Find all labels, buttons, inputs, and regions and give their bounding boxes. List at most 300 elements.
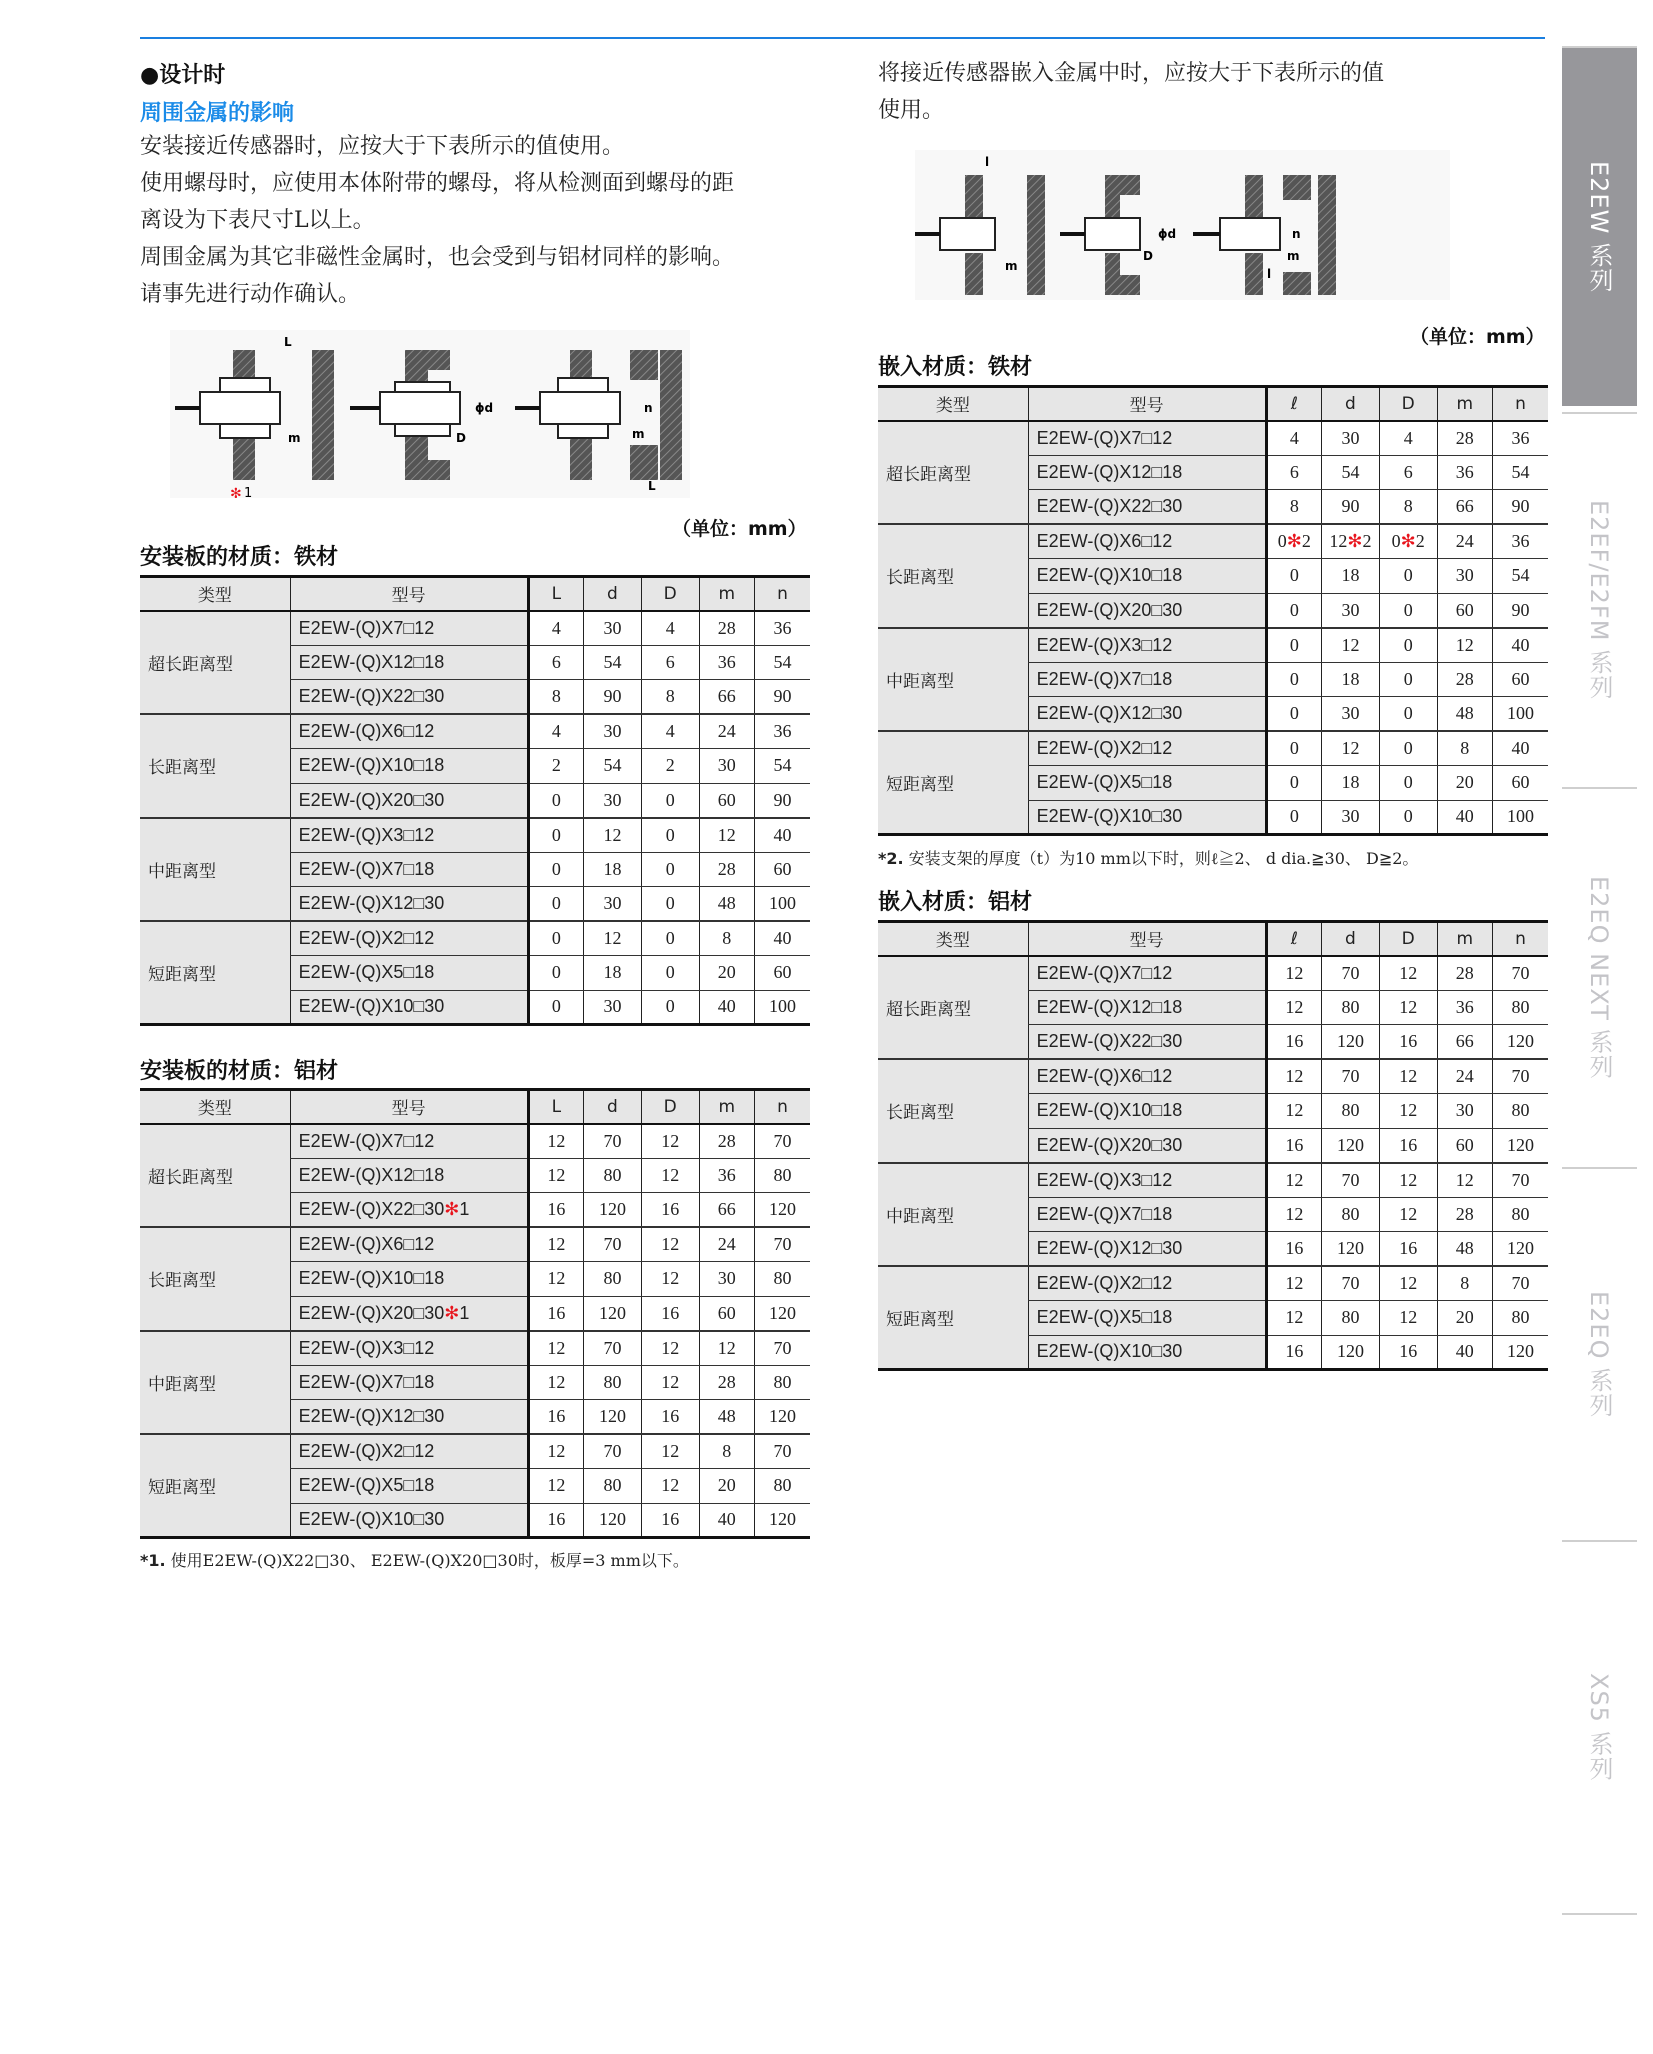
table-row <box>140 1124 810 1159</box>
value-cell: 60 <box>699 1296 754 1331</box>
value-cell: 80 <box>755 1158 811 1193</box>
footnote-1-text: 使用E2EW-(Q)X22□30、 E2EW-(Q)X20□30时，板厚=3 mm以下。 <box>170 1551 689 1570</box>
type-cell: 长距离型 <box>878 524 1028 628</box>
value-cell: 0 <box>1266 731 1321 766</box>
value-cell: 0✻2 <box>1379 524 1437 559</box>
model-cell: E2EW-(Q)X20□30✻1 <box>290 1296 528 1331</box>
left-paragraph-3: 离设为下表尺寸L以上。 <box>140 208 375 233</box>
footnote-asterisk-icon: ✻ <box>1400 531 1416 551</box>
value-cell: 6 <box>641 645 699 680</box>
column-header: ℓ <box>1266 387 1321 421</box>
sidebar-tab-xs5[interactable] <box>1562 1540 1637 1915</box>
value-cell: 12✻2 <box>1322 524 1380 559</box>
value-cell: 12 <box>1266 1301 1321 1336</box>
value-cell: 20 <box>1437 766 1492 801</box>
value-cell: 12 <box>584 921 642 956</box>
value-cell: 48 <box>1437 697 1492 732</box>
column-header: 型号 <box>1028 922 1266 956</box>
value-cell: 20 <box>699 1469 754 1504</box>
column-header: L <box>528 1090 583 1124</box>
value-cell: 80 <box>755 1469 811 1504</box>
value-cell: 100 <box>755 990 811 1025</box>
table-title-embed-iron: 嵌入材质：铁材 <box>878 355 1033 380</box>
value-cell: 36 <box>1437 455 1492 490</box>
value-cell: 0 <box>1379 559 1437 594</box>
value-cell: 30 <box>1322 697 1380 732</box>
model-cell: E2EW-(Q)X12□30 <box>1028 697 1266 732</box>
value-cell: 30 <box>584 783 642 818</box>
value-cell: 12 <box>1437 628 1492 663</box>
model-cell: E2EW-(Q)X5□18 <box>290 1469 528 1504</box>
value-cell: 16 <box>1379 1128 1437 1163</box>
value-cell: 120 <box>584 1400 642 1435</box>
value-cell: 4 <box>641 714 699 749</box>
type-cell: 中距离型 <box>878 628 1028 732</box>
column-header: 型号 <box>290 577 528 611</box>
column-header: 类型 <box>878 922 1028 956</box>
type-cell: 短距离型 <box>878 731 1028 835</box>
svg-text:✻: ✻ <box>230 486 242 498</box>
value-cell: 18 <box>584 852 642 887</box>
value-cell: 30 <box>1322 421 1380 456</box>
table-title-mount-alu: 安装板的材质：铝材 <box>140 1059 339 1084</box>
value-cell: 70 <box>1493 1266 1549 1301</box>
model-cell: E2EW-(Q)X20□30 <box>290 783 528 818</box>
value-cell: 4 <box>641 611 699 646</box>
model-cell: E2EW-(Q)X10□30 <box>290 990 528 1025</box>
model-cell: E2EW-(Q)X22□30 <box>290 680 528 715</box>
model-cell: E2EW-(Q)X5□18 <box>1028 1301 1266 1336</box>
value-cell: 48 <box>1437 1232 1492 1267</box>
model-cell: E2EW-(Q)X12□30 <box>1028 1232 1266 1267</box>
value-cell: 12 <box>528 1365 583 1400</box>
column-header: 型号 <box>290 1090 528 1124</box>
value-cell: 16 <box>528 1193 583 1228</box>
value-cell: 0 <box>1266 628 1321 663</box>
value-cell: 0 <box>528 852 583 887</box>
value-cell: 80 <box>584 1469 642 1504</box>
type-cell: 超长距离型 <box>140 1124 290 1228</box>
value-cell: 30 <box>584 887 642 922</box>
value-cell: 80 <box>1493 1197 1549 1232</box>
value-cell: 80 <box>584 1262 642 1297</box>
value-cell: 28 <box>1437 956 1492 991</box>
value-cell: 40 <box>699 1503 754 1538</box>
model-cell: E2EW-(Q)X12□30 <box>290 887 528 922</box>
value-cell: 0 <box>641 783 699 818</box>
value-cell: 36 <box>699 1158 754 1193</box>
table-row <box>878 421 1548 456</box>
value-cell: 120 <box>584 1503 642 1538</box>
value-cell: 80 <box>1493 990 1549 1025</box>
footnote-2-text: 安装支架的厚度（t）为10 mm以下时，则ℓ≧2、 d dia.≧30、 D≧2。 <box>908 849 1419 868</box>
model-cell: E2EW-(Q)X10□18 <box>290 1262 528 1297</box>
value-cell: 54 <box>1493 559 1549 594</box>
value-cell: 100 <box>1493 697 1549 732</box>
sidebar-tab-e2eq[interactable] <box>1562 1167 1637 1540</box>
footnote-asterisk-icon: ✻ <box>444 1199 460 1219</box>
svg-text:ϕd: ϕd <box>1158 227 1177 241</box>
table-row <box>878 524 1548 559</box>
svg-text:D: D <box>456 431 466 445</box>
value-cell: 120 <box>1322 1128 1380 1163</box>
value-cell: 120 <box>1493 1025 1549 1060</box>
value-cell: 12 <box>1379 1163 1437 1198</box>
mounting-diagram-svg <box>170 330 690 498</box>
table-header-row <box>878 922 1548 956</box>
value-cell: 40 <box>1493 628 1549 663</box>
value-cell: 0 <box>1266 662 1321 697</box>
type-cell: 中距离型 <box>140 818 290 922</box>
table-row <box>878 731 1548 766</box>
sidebar-tab-label: E2EQ 系列 <box>1585 1290 1613 1419</box>
value-cell: 0 <box>1266 559 1321 594</box>
left-paragraph-5: 请事先进行动作确认。 <box>140 282 361 307</box>
value-cell: 80 <box>1493 1094 1549 1129</box>
value-cell: 36 <box>1437 990 1492 1025</box>
model-cell: E2EW-(Q)X10□18 <box>1028 1094 1266 1129</box>
value-cell: 4 <box>528 611 583 646</box>
value-cell: 80 <box>755 1262 811 1297</box>
value-cell: 48 <box>699 887 754 922</box>
value-cell: 12 <box>1379 1266 1437 1301</box>
value-cell: 0 <box>641 956 699 991</box>
value-cell: 12 <box>1379 990 1437 1025</box>
model-cell: E2EW-(Q)X3□12 <box>290 818 528 853</box>
value-cell: 12 <box>528 1124 583 1159</box>
unit-label-left: （单位：mm） <box>672 518 807 540</box>
mounting-diagram-left <box>170 330 690 498</box>
table-row <box>878 956 1548 991</box>
value-cell: 8 <box>1379 490 1437 525</box>
column-header: m <box>699 577 754 611</box>
value-cell: 12 <box>1379 1094 1437 1129</box>
left-paragraph-4: 周围金属为其它非磁性金属时，也会受到与铝材同样的影响。 <box>140 245 735 270</box>
value-cell: 60 <box>755 956 811 991</box>
value-cell: 28 <box>1437 421 1492 456</box>
value-cell: 80 <box>1322 990 1380 1025</box>
value-cell: 54 <box>1322 455 1380 490</box>
value-cell: 0 <box>528 990 583 1025</box>
footnote-asterisk-icon: ✻ <box>1286 531 1302 551</box>
value-cell: 60 <box>755 852 811 887</box>
type-cell: 超长距离型 <box>878 956 1028 1060</box>
value-cell: 0✻2 <box>1266 524 1321 559</box>
model-cell: E2EW-(Q)X12□30 <box>290 1400 528 1435</box>
table-row <box>140 1434 810 1469</box>
svg-text:D: D <box>1143 249 1153 263</box>
value-cell: 70 <box>1322 1163 1380 1198</box>
value-cell: 8 <box>1437 731 1492 766</box>
table-row <box>140 611 810 646</box>
table-header-row <box>140 577 810 611</box>
value-cell: 18 <box>1322 559 1380 594</box>
model-cell: E2EW-(Q)X7□12 <box>290 611 528 646</box>
svg-text:l: l <box>1267 267 1272 281</box>
type-cell: 短距离型 <box>140 1434 290 1538</box>
value-cell: 12 <box>641 1262 699 1297</box>
model-cell: E2EW-(Q)X22□30✻1 <box>290 1193 528 1228</box>
column-header: L <box>528 577 583 611</box>
value-cell: 70 <box>1322 1059 1380 1094</box>
value-cell: 0 <box>528 887 583 922</box>
column-header: 类型 <box>140 1090 290 1124</box>
value-cell: 40 <box>1437 800 1492 835</box>
value-cell: 60 <box>1437 593 1492 628</box>
column-header: 类型 <box>878 387 1028 421</box>
model-cell: E2EW-(Q)X2□12 <box>290 921 528 956</box>
model-cell: E2EW-(Q)X10□30 <box>290 1503 528 1538</box>
column-header: m <box>1437 922 1492 956</box>
model-cell: E2EW-(Q)X22□30 <box>1028 1025 1266 1060</box>
value-cell: 120 <box>755 1296 811 1331</box>
table-row <box>878 1163 1548 1198</box>
value-cell: 8 <box>699 1434 754 1469</box>
value-cell: 2 <box>528 749 583 784</box>
section-title: ●设计时 <box>140 63 226 88</box>
value-cell: 8 <box>699 921 754 956</box>
table-title-embed-alu: 嵌入材质：铝材 <box>878 890 1033 915</box>
value-cell: 54 <box>584 749 642 784</box>
value-cell: 24 <box>1437 524 1492 559</box>
footnote-2 <box>878 846 1418 869</box>
value-cell: 36 <box>699 645 754 680</box>
value-cell: 80 <box>1493 1301 1549 1336</box>
svg-text:m: m <box>1287 249 1300 263</box>
value-cell: 12 <box>1266 1266 1321 1301</box>
value-cell: 90 <box>755 680 811 715</box>
value-cell: 40 <box>755 921 811 956</box>
value-cell: 0 <box>1379 766 1437 801</box>
value-cell: 4 <box>528 714 583 749</box>
value-cell: 40 <box>1437 1335 1492 1370</box>
value-cell: 16 <box>641 1193 699 1228</box>
value-cell: 28 <box>699 1124 754 1159</box>
value-cell: 20 <box>1437 1301 1492 1336</box>
value-cell: 12 <box>641 1434 699 1469</box>
value-cell: 12 <box>1266 1197 1321 1232</box>
value-cell: 6 <box>1379 455 1437 490</box>
svg-text:L: L <box>284 335 292 349</box>
value-cell: 12 <box>1266 1094 1321 1129</box>
value-cell: 80 <box>1322 1301 1380 1336</box>
value-cell: 70 <box>1322 956 1380 991</box>
value-cell: 16 <box>1266 1335 1321 1370</box>
value-cell: 0 <box>641 990 699 1025</box>
model-cell: E2EW-(Q)X7□18 <box>290 1365 528 1400</box>
type-cell: 中距离型 <box>140 1331 290 1435</box>
value-cell: 36 <box>1493 524 1549 559</box>
sidebar-tab-label: XS5 系列 <box>1585 1673 1613 1782</box>
left-paragraph-2: 使用螺母时，应使用本体附带的螺母，将从检测面到螺母的距 <box>140 171 735 196</box>
model-cell: E2EW-(Q)X3□12 <box>1028 1163 1266 1198</box>
table-title-mount-iron: 安装板的材质：铁材 <box>140 545 339 570</box>
value-cell: 16 <box>1379 1232 1437 1267</box>
model-cell: E2EW-(Q)X2□12 <box>1028 731 1266 766</box>
value-cell: 12 <box>1379 1197 1437 1232</box>
table-mount-alu <box>140 1088 810 1539</box>
model-cell: E2EW-(Q)X3□12 <box>1028 628 1266 663</box>
value-cell: 80 <box>584 1158 642 1193</box>
svg-text:m: m <box>1005 259 1018 273</box>
type-cell: 短距离型 <box>140 921 290 1025</box>
svg-text:m: m <box>288 431 301 445</box>
value-cell: 120 <box>584 1193 642 1228</box>
value-cell: 12 <box>1379 956 1437 991</box>
column-header: n <box>1493 922 1549 956</box>
footnote-1 <box>140 1548 689 1571</box>
footnote-asterisk-icon: ✻ <box>1347 531 1363 551</box>
value-cell: 0 <box>528 783 583 818</box>
model-cell: E2EW-(Q)X10□18 <box>1028 559 1266 594</box>
table-row <box>140 818 810 853</box>
svg-text:n: n <box>1292 227 1301 241</box>
footnote-1-mark: *1. <box>140 1551 166 1570</box>
embedding-diagram-svg <box>915 150 1450 300</box>
column-header: D <box>1379 922 1437 956</box>
value-cell: 70 <box>1322 1266 1380 1301</box>
column-header: 型号 <box>1028 387 1266 421</box>
value-cell: 70 <box>584 1331 642 1366</box>
value-cell: 0 <box>1379 662 1437 697</box>
value-cell: 12 <box>641 1469 699 1504</box>
sidebar-tab-e2ew[interactable] <box>1562 46 1637 406</box>
value-cell: 70 <box>755 1227 811 1262</box>
right-paragraph-2: 使用。 <box>878 98 945 123</box>
value-cell: 80 <box>1322 1197 1380 1232</box>
sidebar-tab-e2ef-e2fm[interactable] <box>1562 412 1637 787</box>
model-cell: E2EW-(Q)X12□18 <box>290 645 528 680</box>
value-cell: 12 <box>1379 1059 1437 1094</box>
sidebar-tab-label: E2EF/E2FM 系列 <box>1585 500 1613 701</box>
model-cell: E2EW-(Q)X2□12 <box>1028 1266 1266 1301</box>
model-cell: E2EW-(Q)X5□18 <box>1028 766 1266 801</box>
value-cell: 16 <box>528 1296 583 1331</box>
table-row <box>140 921 810 956</box>
column-header: n <box>755 1090 811 1124</box>
type-cell: 长距离型 <box>878 1059 1028 1163</box>
value-cell: 0 <box>1379 697 1437 732</box>
value-cell: 40 <box>1493 731 1549 766</box>
value-cell: 80 <box>755 1365 811 1400</box>
value-cell: 120 <box>755 1400 811 1435</box>
value-cell: 70 <box>584 1227 642 1262</box>
value-cell: 36 <box>1493 421 1549 456</box>
value-cell: 8 <box>1437 1266 1492 1301</box>
value-cell: 120 <box>755 1193 811 1228</box>
model-cell: E2EW-(Q)X7□12 <box>1028 421 1266 456</box>
value-cell: 28 <box>699 852 754 887</box>
value-cell: 12 <box>1379 1301 1437 1336</box>
value-cell: 120 <box>1493 1232 1549 1267</box>
value-cell: 30 <box>1437 1094 1492 1129</box>
value-cell: 0 <box>641 921 699 956</box>
value-cell: 120 <box>1322 1025 1380 1060</box>
value-cell: 66 <box>699 1193 754 1228</box>
value-cell: 40 <box>699 990 754 1025</box>
svg-text:n: n <box>644 401 653 415</box>
svg-text:m: m <box>632 427 645 441</box>
value-cell: 0 <box>528 956 583 991</box>
value-cell: 4 <box>1266 421 1321 456</box>
value-cell: 6 <box>1266 455 1321 490</box>
value-cell: 0 <box>1266 697 1321 732</box>
footnote-2-mark: *2. <box>878 849 904 868</box>
value-cell: 30 <box>1322 593 1380 628</box>
column-header: ℓ <box>1266 922 1321 956</box>
value-cell: 0 <box>641 887 699 922</box>
value-cell: 12 <box>584 818 642 853</box>
embedding-diagram-right <box>915 150 1450 300</box>
sidebar-tab-label: E2EW 系列 <box>1585 161 1613 293</box>
value-cell: 8 <box>641 680 699 715</box>
sidebar-tab-e2eq-next[interactable] <box>1562 787 1637 1167</box>
value-cell: 16 <box>641 1296 699 1331</box>
value-cell: 90 <box>1493 490 1549 525</box>
type-cell: 中距离型 <box>878 1163 1028 1267</box>
value-cell: 70 <box>1493 1163 1549 1198</box>
value-cell: 0 <box>1379 628 1437 663</box>
value-cell: 12 <box>1266 1163 1321 1198</box>
model-cell: E2EW-(Q)X7□18 <box>290 852 528 887</box>
value-cell: 36 <box>755 611 811 646</box>
value-cell: 90 <box>1322 490 1380 525</box>
value-cell: 18 <box>584 956 642 991</box>
column-header: n <box>1493 387 1549 421</box>
value-cell: 12 <box>641 1331 699 1366</box>
value-cell: 12 <box>528 1469 583 1504</box>
table-row <box>140 1227 810 1262</box>
value-cell: 0 <box>1379 800 1437 835</box>
column-header: 类型 <box>140 577 290 611</box>
value-cell: 12 <box>1266 956 1321 991</box>
model-cell: E2EW-(Q)X20□30 <box>1028 593 1266 628</box>
value-cell: 12 <box>528 1262 583 1297</box>
table-embed-alu <box>878 920 1548 1371</box>
model-cell: E2EW-(Q)X10□18 <box>290 749 528 784</box>
value-cell: 12 <box>528 1227 583 1262</box>
value-cell: 16 <box>1266 1128 1321 1163</box>
left-paragraph-1: 安装接近传感器时，应按大于下表所示的值使用。 <box>140 134 625 159</box>
model-cell: E2EW-(Q)X2□12 <box>290 1434 528 1469</box>
value-cell: 16 <box>1266 1232 1321 1267</box>
right-paragraph-1: 将接近传感器嵌入金属中时，应按大于下表所示的值 <box>878 61 1385 86</box>
model-cell: E2EW-(Q)X7□12 <box>1028 956 1266 991</box>
value-cell: 12 <box>641 1158 699 1193</box>
value-cell: 6 <box>528 645 583 680</box>
type-cell: 长距离型 <box>140 1227 290 1331</box>
value-cell: 28 <box>1437 662 1492 697</box>
type-cell: 超长距离型 <box>878 421 1028 525</box>
value-cell: 90 <box>1493 593 1549 628</box>
value-cell: 100 <box>755 887 811 922</box>
value-cell: 120 <box>1322 1335 1380 1370</box>
model-cell: E2EW-(Q)X22□30 <box>1028 490 1266 525</box>
value-cell: 24 <box>1437 1059 1492 1094</box>
model-cell: E2EW-(Q)X10□30 <box>1028 1335 1266 1370</box>
value-cell: 12 <box>641 1124 699 1159</box>
model-cell: E2EW-(Q)X12□18 <box>1028 990 1266 1025</box>
value-cell: 60 <box>1493 766 1549 801</box>
column-header: m <box>699 1090 754 1124</box>
value-cell: 16 <box>1379 1025 1437 1060</box>
value-cell: 16 <box>528 1503 583 1538</box>
table-mount-iron <box>140 575 810 1026</box>
value-cell: 36 <box>755 714 811 749</box>
value-cell: 30 <box>584 714 642 749</box>
value-cell: 30 <box>1437 559 1492 594</box>
svg-text:L: L <box>648 479 656 493</box>
